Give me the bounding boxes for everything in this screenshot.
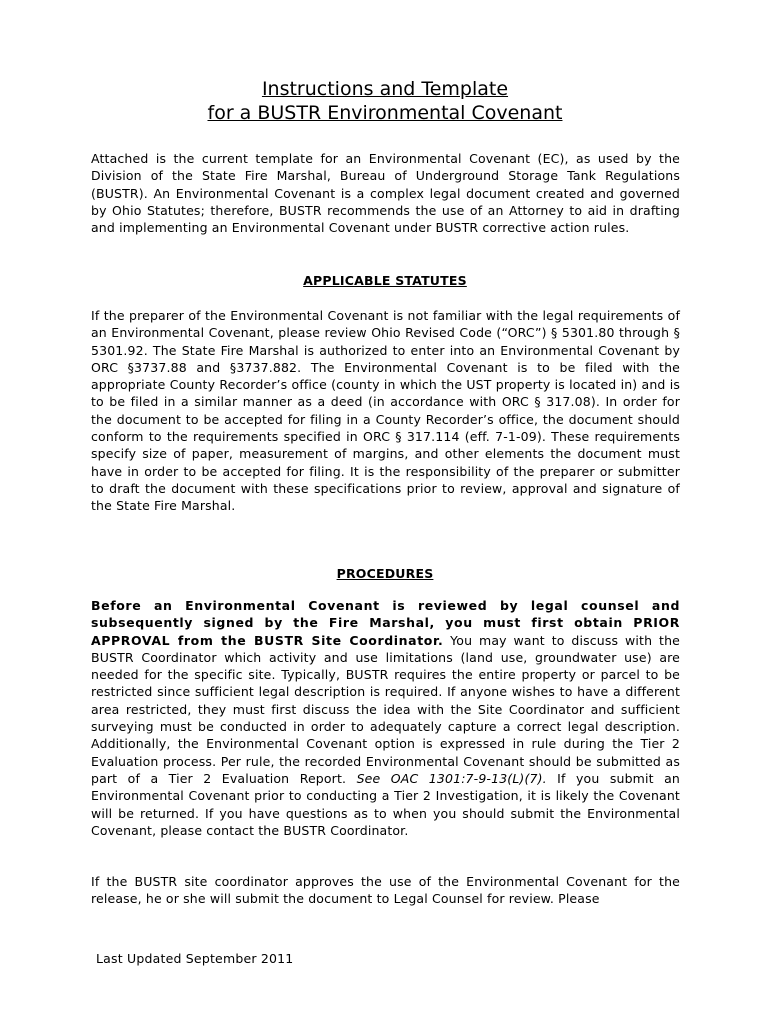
last-updated-footer: Last Updated September 2011 bbox=[96, 951, 294, 966]
applicable-statutes-paragraph: If the preparer of the Environmental Covenant is not familiar with the legal requirements of an Environmental Covenant, please review Ohio Revised Code (“ORC”) § 5301.80 through § 5301.92. The State Fire Marshal is authorized to enter into an Environmental Covenant by ORC §3737.88 and §3737.882. The Environmental Covenant is to be filed with the appropriate County Recorder’s office (county in which the UST property is located in) and is to be filed in a similar manner as a deed (in accordance with ORC § 317.08). In order for the document to be accepted for filing in a County Recorder’s office, the document should conform to the requirements specified in ORC § 317.114 (eff. 7-1-09). These requirements specify size of paper, measurement of margins, and other elements the document must have in order to be accepted for filing. It is the responsibility of the preparer or submitter to draft the document with these specifications prior to review, approval and signature of the State Fire Marshal. bbox=[91, 308, 680, 514]
procedures-paragraph bbox=[91, 597, 680, 839]
procedures-body-part2: If you submit an Environmental Covenant prior to conducting a Tier 2 Investigation, it is likely the Covenant will be returned. If you have questions as to when you should submit the Environmental Covenant, please contact the BUSTR Coordinator. bbox=[91, 770, 680, 838]
coordinator-approval-paragraph: If the BUSTR site coordinator approves the use of the Environmental Covenant for the release, he or she will submit the document to Legal Counsel for review. Please bbox=[91, 874, 680, 907]
prior-approval-notice: Before an Environmental Covenant is reviewed by legal counsel and subsequently signed by the Fire Marshal, you must first obtain PRIOR APPROVAL from the BUSTR Site Coordinator. bbox=[91, 598, 680, 648]
oac-citation: See OAC 1301:7-9-13(L)(7). bbox=[356, 770, 547, 786]
procedures-body-part1: You may want to discuss with the BUSTR Coordinator which activity and use limitations (land use, groundwater use) are needed for the specific site. Typically, BUSTR requires the entire property or parcel to be restricted since sufficient legal description is required. If anyone wishes to have a different area restricted, they must first discuss the idea with the Site Coordinator and sufficient surveying must be conducted in order to adequately capture a correct legal description. Additionally, the Environmental Covenant option is expressed in rule during the Tier 2 Evaluation process. Per rule, the recorded Environmental Covenant should be submitted as part of a Tier 2 Evaluation Report. bbox=[91, 632, 680, 786]
document-title-line1: Instructions and Template bbox=[261, 78, 509, 100]
intro-paragraph: Attached is the current template for an Environmental Covenant (EC), as used by the Division of the State Fire Marshal, Bureau of Underground Storage Tank Regulations (BUSTR). An Environmental Covenant is a complex legal document created and governed by Ohio Statutes; therefore, BUSTR recommends the use of an Attorney to aid in drafting and implementing an Environmental Covenant under BUSTR corrective action rules. bbox=[91, 151, 680, 236]
procedures-heading: PROCEDURES bbox=[336, 566, 434, 581]
document-title-line2: for a BUSTR Environmental Covenant bbox=[207, 102, 563, 124]
applicable-statutes-heading: APPLICABLE STATUTES bbox=[303, 273, 467, 288]
